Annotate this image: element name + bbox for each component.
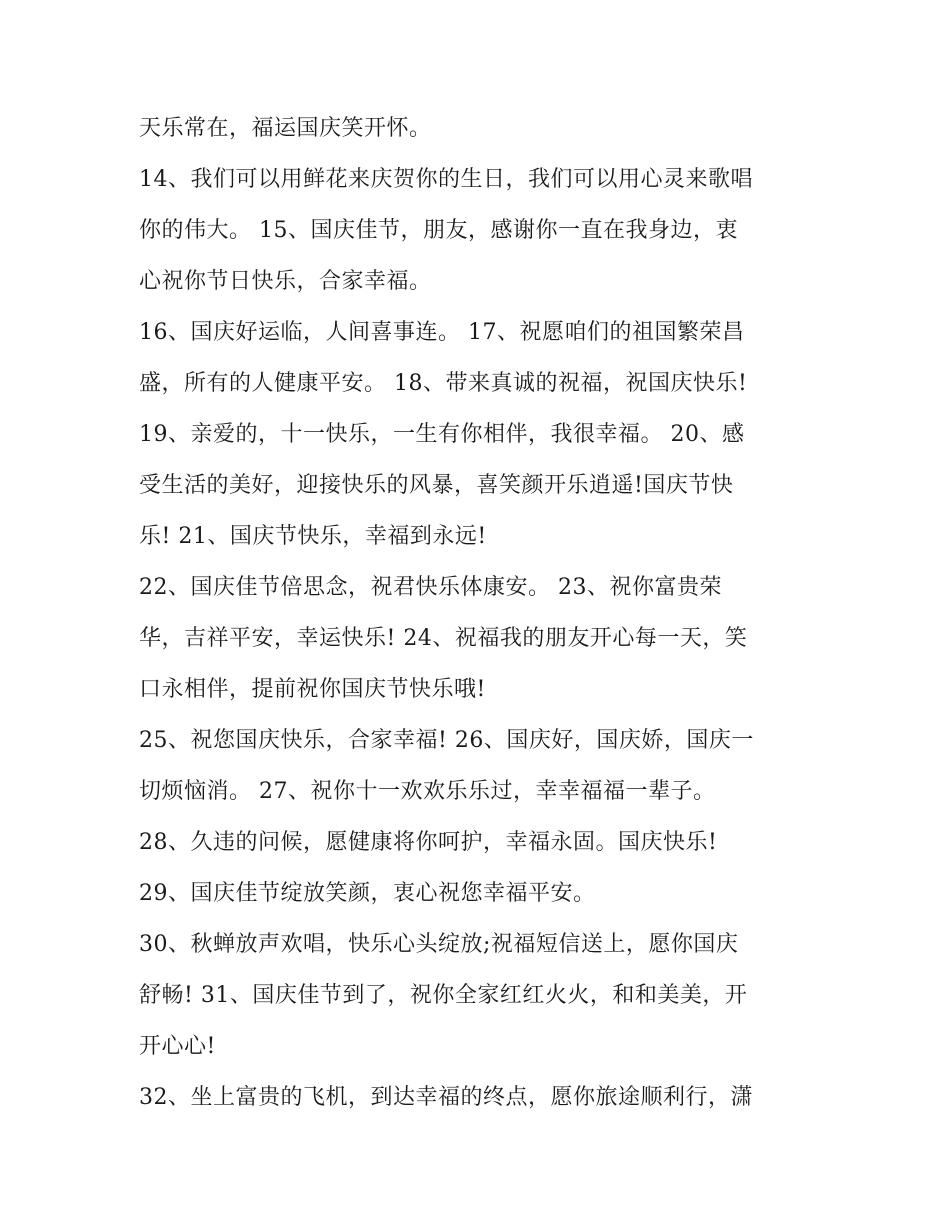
text-line: 口永相伴，提前祝你国庆节快乐哦!	[139, 677, 486, 702]
text-line: 你的伟大。 15、国庆佳节，朋友，感谢你一直在我身边，衷	[139, 218, 738, 243]
text-line: 乐! 21、国庆节快乐，幸福到永远!	[139, 524, 487, 549]
text-line: 25、祝您国庆快乐，合家幸福! 26、国庆好，国庆娇，国庆一	[139, 728, 754, 753]
text-line: 心祝你节日快乐，合家幸福。	[139, 269, 432, 294]
text-line: 舒畅! 31、国庆佳节到了，祝你全家红红火火，和和美美，开	[139, 983, 748, 1008]
text-line: 28、久违的问候，愿健康将你呵护，幸福永固。国庆快乐!	[139, 830, 718, 855]
text-line: 受生活的美好，迎接快乐的风暴，喜笑颜开乐逍遥!国庆节快	[139, 473, 734, 498]
text-line: 16、国庆好运临，人间喜事连。 17、祝愿咱们的祖国繁荣昌	[139, 320, 745, 345]
text-line: 开心心!	[139, 1034, 216, 1059]
text-line: 29、国庆佳节绽放笑颜，衷心祝您幸福平安。	[139, 881, 596, 906]
text-line: 盛，所有的人健康平安。 18、带来真诚的祝福，祝国庆快乐!	[139, 371, 748, 396]
text-line: 华，吉祥平安，幸运快乐! 24、祝福我的朋友开心每一天，笑	[139, 626, 748, 651]
text-line: 天乐常在，福运国庆笑开怀。	[139, 116, 432, 141]
text-line: 14、我们可以用鲜花来庆贺你的生日，我们可以用心灵来歌唱	[139, 167, 753, 192]
text-line: 32、坐上富贵的飞机，到达幸福的终点，愿你旅途顺利行，潇	[139, 1085, 753, 1110]
text-line: 30、秋蝉放声欢唱，快乐心头绽放;祝福短信送上，愿你国庆	[139, 932, 739, 957]
text-line: 切烦恼消。 27、祝你十一欢欢乐乐过，幸幸福福一辈子。	[139, 779, 716, 804]
text-line: 22、国庆佳节倍思念，祝君快乐体康安。 23、祝你富贵荣	[139, 575, 722, 600]
text-line: 19、亲爱的，十一快乐，一生有你相伴，我很幸福。 20、感	[139, 422, 745, 447]
